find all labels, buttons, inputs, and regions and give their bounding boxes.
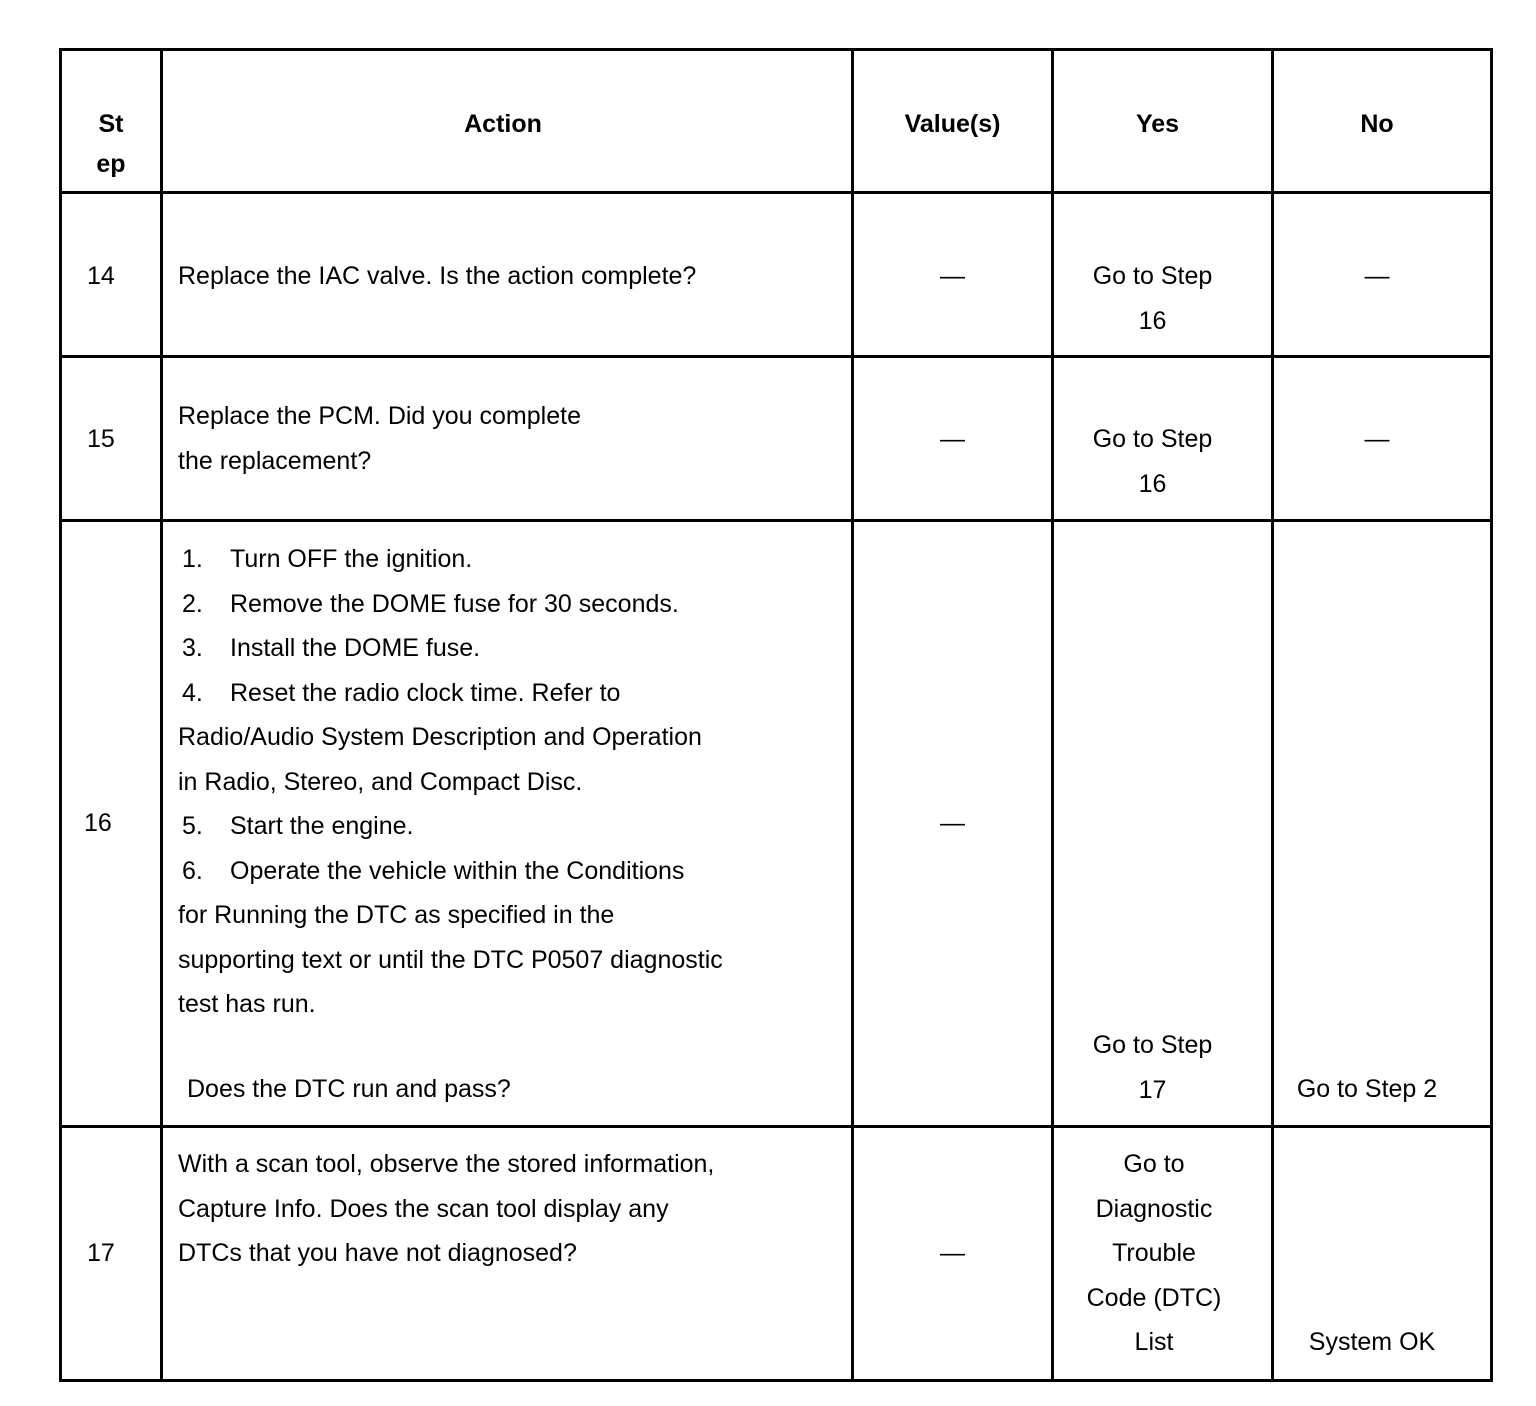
list-text: Turn OFF the ignition. xyxy=(230,545,473,573)
grid-line xyxy=(59,519,1493,522)
no-cell xyxy=(1274,417,1480,462)
list-number: 6. xyxy=(182,856,203,885)
grid-line xyxy=(59,48,62,1382)
list-text: Start the engine. xyxy=(230,812,414,840)
list-number: 5. xyxy=(182,812,203,840)
list-number: 2. xyxy=(182,589,203,618)
step-number: 16 xyxy=(84,809,112,837)
yes-line: Go to Step xyxy=(1092,262,1213,290)
header-values: Value(s) xyxy=(904,110,1001,138)
yes-line: 16 xyxy=(1138,469,1167,498)
grid-line xyxy=(59,355,1493,358)
grid-line xyxy=(1271,48,1274,1382)
grid-line xyxy=(59,1379,1493,1382)
no-cell xyxy=(1274,1067,1460,1112)
list-text: Operate the vehicle within the Conditions xyxy=(230,856,685,885)
no-line: — xyxy=(1364,262,1390,290)
yes-cell xyxy=(1054,417,1251,506)
step-number: 14 xyxy=(87,262,115,290)
list-item xyxy=(178,626,723,671)
yes-line: 17 xyxy=(1138,1075,1167,1104)
action-line: supporting text or until the DTC P0507 diagnostic xyxy=(178,945,723,974)
action-line: With a scan tool, observe the stored information, xyxy=(178,1150,715,1178)
list-text: Remove the DOME fuse for 30 seconds. xyxy=(230,589,679,618)
list-number: 3. xyxy=(182,634,203,662)
yes-line: 16 xyxy=(1138,306,1167,335)
list-item xyxy=(178,804,723,849)
list-item xyxy=(178,671,723,716)
header-yes: Yes xyxy=(1135,110,1180,138)
yes-cell xyxy=(1054,254,1251,343)
action-line: Capture Info. Does the scan tool display any xyxy=(178,1194,669,1223)
yes-cell xyxy=(1054,1023,1251,1112)
grid-line xyxy=(1490,48,1493,1382)
list-item xyxy=(178,849,723,894)
yes-line: Go to xyxy=(1123,1150,1185,1178)
action-line: the replacement? xyxy=(178,446,372,475)
no-line: Go to Step 2 xyxy=(1296,1075,1438,1103)
header-step xyxy=(62,104,160,184)
value-cell: — xyxy=(940,262,965,290)
grid-line xyxy=(160,48,163,1382)
grid-line xyxy=(59,191,1493,194)
action-line: DTCs that you have not diagnosed? xyxy=(178,1239,577,1267)
list-text: Install the DOME fuse. xyxy=(230,634,481,662)
action-text xyxy=(178,394,581,483)
header-step-line: ep xyxy=(96,150,126,178)
no-line: — xyxy=(1364,425,1390,453)
action-text xyxy=(178,537,723,1027)
action-question: Does the DTC run and pass? xyxy=(187,1075,511,1103)
header-step-line: St xyxy=(98,110,124,138)
action-line: Replace the IAC valve. Is the action complete? xyxy=(178,262,697,290)
header-action: Action xyxy=(464,110,542,138)
no-line: System OK xyxy=(1308,1328,1436,1356)
yes-cell xyxy=(1054,1142,1254,1365)
list-text: Reset the radio clock time. Refer to xyxy=(230,678,621,707)
action-line: in Radio, Stereo, and Compact Disc. xyxy=(178,767,583,796)
value-cell: — xyxy=(940,425,965,453)
value-cell: — xyxy=(940,1239,965,1267)
action-line: Radio/Audio System Description and Operation xyxy=(178,723,702,751)
diagnostic-table xyxy=(59,48,1493,1382)
action-text xyxy=(178,254,696,299)
yes-line: Diagnostic xyxy=(1095,1194,1213,1223)
action-line: test has run. xyxy=(178,990,316,1018)
step-number: 17 xyxy=(87,1239,115,1267)
value-cell: — xyxy=(940,809,965,837)
list-number: 4. xyxy=(182,678,203,707)
action-line: for Running the DTC as specified in the xyxy=(178,901,615,929)
grid-line xyxy=(59,1125,1493,1128)
yes-line: Code (DTC) xyxy=(1086,1283,1222,1312)
action-text xyxy=(178,1142,714,1276)
yes-line: Trouble xyxy=(1112,1239,1196,1267)
yes-line: List xyxy=(1134,1328,1174,1356)
list-number: 1. xyxy=(182,545,203,573)
no-cell xyxy=(1274,254,1480,299)
step-number: 15 xyxy=(87,425,115,453)
yes-line: Go to Step xyxy=(1092,1031,1213,1059)
grid-line xyxy=(851,48,854,1382)
no-cell xyxy=(1274,1320,1470,1365)
list-item xyxy=(178,582,723,627)
yes-line: Go to Step xyxy=(1092,425,1213,453)
header-no: No xyxy=(1360,110,1394,138)
list-item xyxy=(178,537,723,582)
action-line: Replace the PCM. Did you complete xyxy=(178,402,581,430)
grid-line xyxy=(59,48,1493,51)
